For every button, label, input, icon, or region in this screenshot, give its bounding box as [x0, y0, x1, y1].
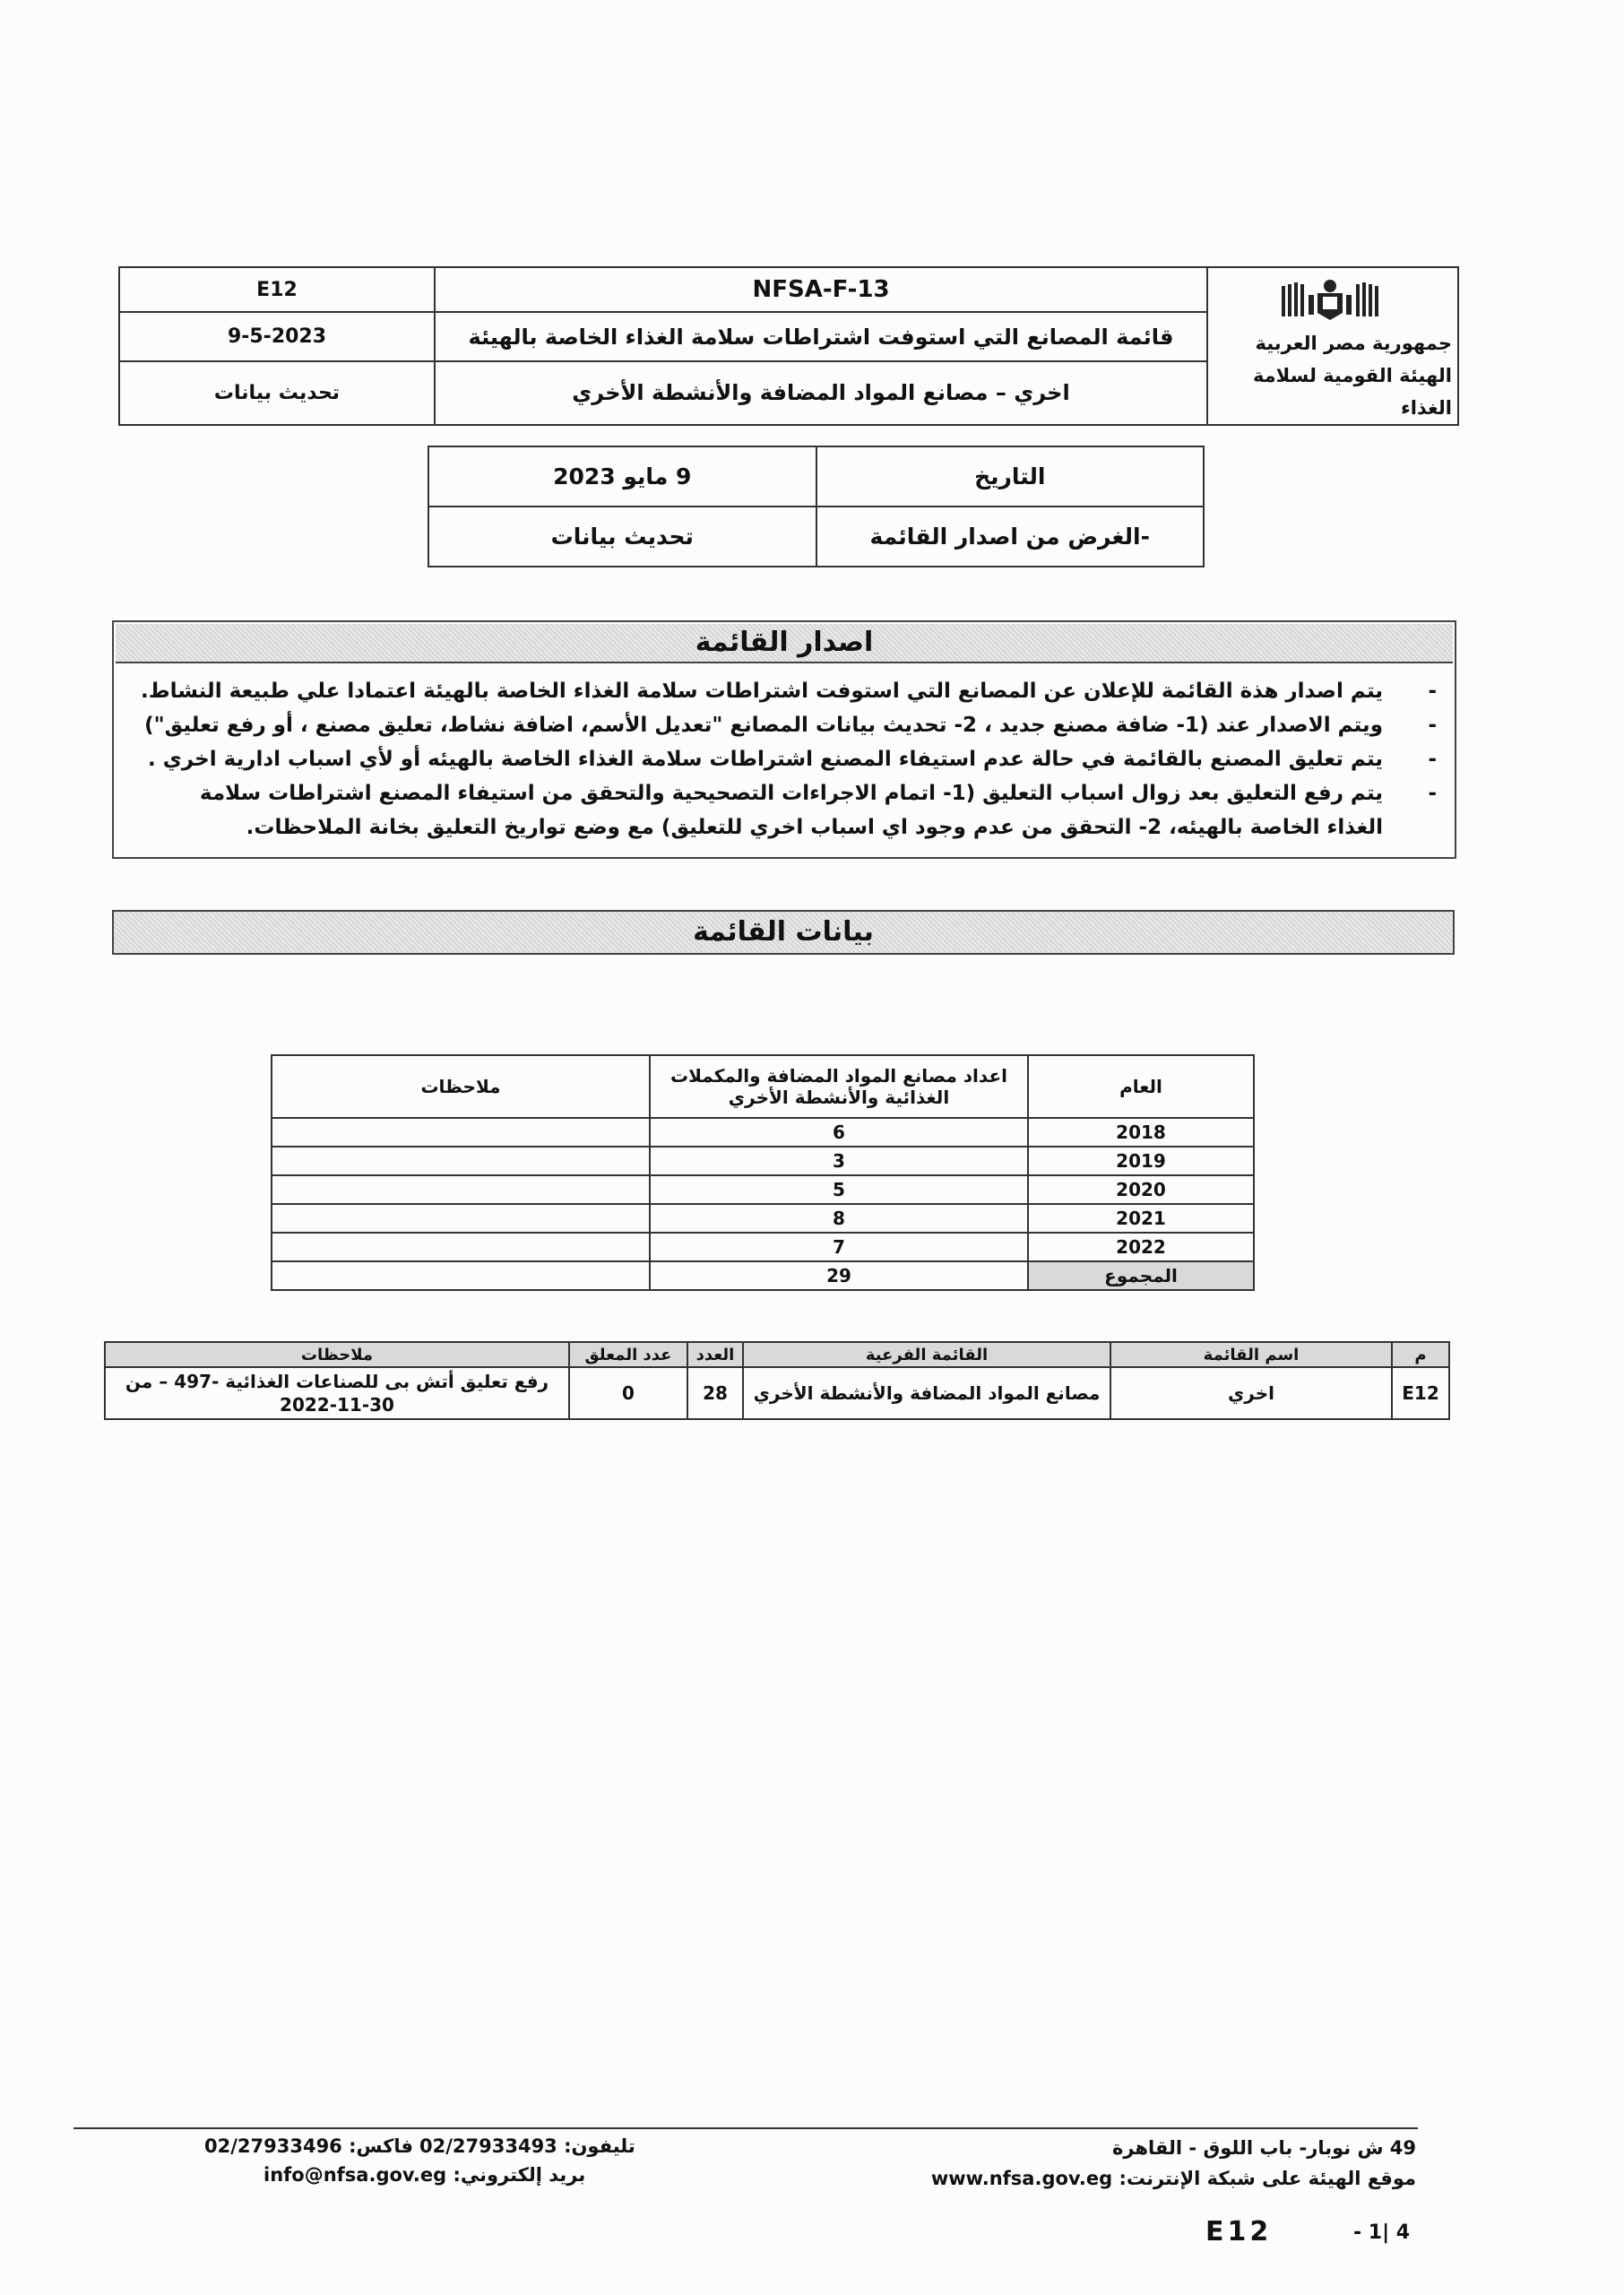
- header-table: [118, 266, 1459, 426]
- date-value: 9 مايو 2023: [428, 446, 816, 507]
- list-item: - يتم تعليق المصنع بالقائمة في حالة عدم استيفاء المصنع اشتراطات سلامة الغذاء الخاصة بالهيئه أو لأي اسباب ادارية اخري .: [114, 742, 1455, 776]
- footer-fax: فاكس: 02/27933496: [204, 2135, 414, 2157]
- table-total-row: [272, 1261, 1254, 1290]
- footer-website: موقع الهيئة على شبكة الإنترنت: www.nfsa.gov.eg: [930, 2168, 1416, 2189]
- count-header: اعداد مصانع المواد المضافة والمكملات الغذائية والأنشطة الأخري: [650, 1055, 1028, 1118]
- notes-cell: [272, 1147, 650, 1175]
- authority-logo-cell: [1207, 267, 1458, 425]
- date-label: التاريخ: [816, 446, 1205, 507]
- summary-table: [271, 1054, 1255, 1291]
- page-code: E12: [1205, 2216, 1273, 2247]
- list-name-header: اسم القائمة: [1110, 1342, 1392, 1367]
- total-notes: [272, 1261, 650, 1290]
- list-subtitle: اخري – مصانع المواد المضافة والأنشطة الأخري: [435, 361, 1207, 425]
- issue-section-title: اصدار القائمة: [116, 624, 1453, 663]
- issue-section: [112, 620, 1456, 859]
- count-cell: 5: [650, 1175, 1028, 1204]
- total-count: 29: [650, 1261, 1028, 1290]
- list-item: - يتم رفع التعليق بعد زوال اسباب التعليق (1- اتمام الاجراءات التصحيحية والتحقق من استيفاء المصنع اشتراطات سلامة الغذاء الخاصة بالهيئه، 2- التحقق من عدم وجود اي اسباب اخري للتعليق) مع وضع تواريخ التعليق بخانة الملاحظات.: [114, 776, 1455, 844]
- issue-date: 9-5-2023: [119, 312, 435, 360]
- header-code: E12: [119, 267, 435, 312]
- year-cell: 2021: [1028, 1204, 1254, 1233]
- count-cell: 3: [650, 1147, 1028, 1175]
- table-row: [272, 1147, 1254, 1175]
- footer-address: 49 ش نوبار- باب اللوق - القاهرة: [1112, 2137, 1416, 2159]
- notes-line-1: رفع تعليق أتش بى للصناعات الغذائية -497 – من: [125, 1371, 549, 1392]
- table-row: [272, 1204, 1254, 1233]
- notes-header: ملاحظات: [272, 1055, 650, 1118]
- detail-table: [104, 1341, 1450, 1420]
- row-code: E12: [1392, 1367, 1449, 1419]
- total-label: المجموع: [1028, 1261, 1254, 1290]
- year-cell: 2018: [1028, 1118, 1254, 1147]
- notes-cell: [272, 1233, 650, 1261]
- year-cell: 2022: [1028, 1233, 1254, 1261]
- year-cell: 2019: [1028, 1147, 1254, 1175]
- table-row: [272, 1233, 1254, 1261]
- page-number: - 1| 4: [1353, 2221, 1411, 2244]
- table-row: [272, 1118, 1254, 1147]
- count-header: العدد: [687, 1342, 743, 1367]
- notes-cell: [272, 1175, 650, 1204]
- purpose-label: -الغرض من اصدار القائمة: [816, 507, 1205, 567]
- index-header: م: [1392, 1342, 1449, 1367]
- footer-divider: [73, 2127, 1418, 2129]
- issue-rules-list: [114, 674, 1455, 844]
- authority-name: الهيئة القومية لسلامة الغذاء: [1252, 365, 1452, 419]
- count-cell: 6: [650, 1118, 1028, 1147]
- form-number: NFSA-F-13: [435, 267, 1207, 312]
- count-cell: 8: [650, 1204, 1028, 1233]
- data-section-title: بيانات القائمة: [112, 910, 1455, 955]
- table-row: [272, 1175, 1254, 1204]
- row-count: 28: [687, 1367, 743, 1419]
- footer-phone: تليفون: 02/27933493: [419, 2135, 635, 2157]
- notes-header: ملاحظات: [105, 1342, 569, 1367]
- row-sublist: مصانع المواد المضافة والأنشطة الأخري: [743, 1367, 1110, 1419]
- suspended-header: عدد المعلق: [569, 1342, 687, 1367]
- row-notes: [105, 1367, 569, 1419]
- eagle-emblem-icon: [1276, 277, 1384, 322]
- notes-cell: [272, 1204, 650, 1233]
- republic-name: جمهورية مصر العربية: [1255, 333, 1452, 354]
- table-row: [105, 1367, 1449, 1419]
- update-label: تحديث بيانات: [119, 361, 435, 425]
- notes-line-2: 2022-11-30: [280, 1394, 394, 1416]
- row-list: اخري: [1110, 1367, 1392, 1419]
- notes-cell: [272, 1118, 650, 1147]
- footer-email: بريد إلكتروني: info@nfsa.gov.eg: [263, 2164, 586, 2186]
- count-cell: 7: [650, 1233, 1028, 1261]
- purpose-table: [428, 446, 1205, 567]
- year-header: العام: [1028, 1055, 1254, 1118]
- purpose-value: تحديث بيانات: [428, 507, 816, 567]
- list-item: - يتم اصدار هذة القائمة للإعلان عن المصانع التي استوفت اشتراطات سلامة الغذاء الخاصة بالهيئة اعتمادا علي طبيعة النشاط.: [114, 674, 1455, 708]
- row-suspended: 0: [569, 1367, 687, 1419]
- sublist-header: القائمة الفرعية: [743, 1342, 1110, 1367]
- list-title: قائمة المصانع التي استوفت اشتراطات سلامة الغذاء الخاصة بالهيئة: [435, 312, 1207, 360]
- year-cell: 2020: [1028, 1175, 1254, 1204]
- list-item: - ويتم الاصدار عند (1- ضافة مصنع جديد ، 2- تحديث بيانات المصانع "تعديل الأسم، اضافة نشاط، تعليق مصنع ، أو رفع تعليق"): [114, 708, 1455, 742]
